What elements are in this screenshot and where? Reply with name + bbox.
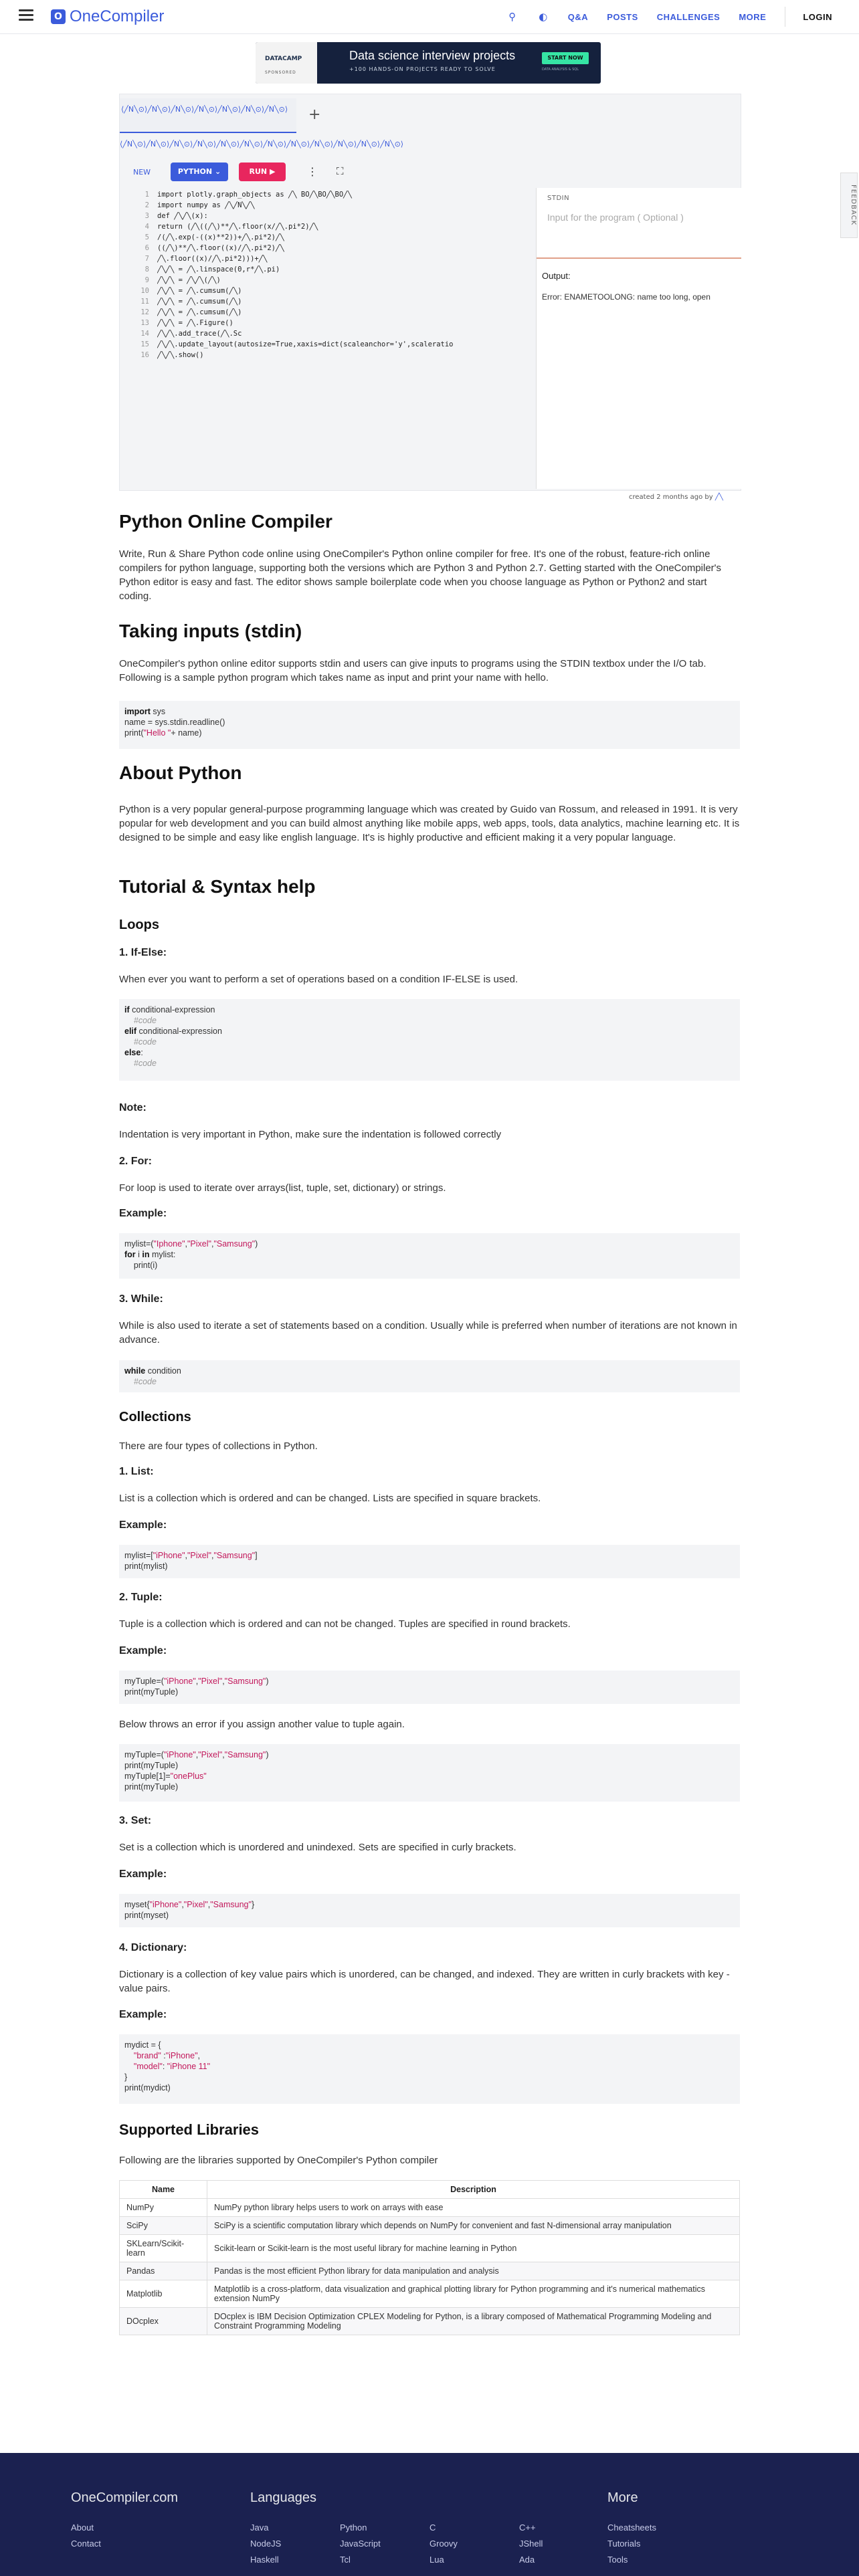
more-options-icon[interactable]: ⋮ (307, 165, 318, 178)
code-area[interactable] (120, 188, 535, 488)
ad-title: Data science interview projects (349, 49, 516, 62)
code-title[interactable]: ⟨╱N╲⊙⟩╱N╲⊙⟩╱N╲⊙⟩╱N╲⊙⟩╱N╲⊙⟩╱N╲⊙⟩╱N╲⊙⟩╱N╲⊙⟩╱N╲⊙⟩╱N╲⊙⟩╱N╲⊙⟩╱N╲⊙⟩ (120, 140, 404, 148)
code-sample-set: myset{"iPhone","Pixel","Samsung"} print(myset) (119, 1894, 740, 1927)
footer-lang-link[interactable]: Groovy (430, 2539, 458, 2549)
add-tab-icon[interactable]: + (308, 106, 321, 123)
code-line[interactable]: return (╱╲((╱╲)**╱╲.floor(x/╱╲.pi*2)╱╲ (157, 223, 318, 231)
code-line[interactable]: import numpy as ╱╲╱N╲╱╲ (157, 201, 255, 209)
logo[interactable] (51, 7, 164, 27)
table-row (120, 2217, 740, 2235)
library-name: NumPy (120, 2199, 207, 2217)
line-number: 5 (145, 233, 149, 241)
heading-example-dict: Example: (119, 2009, 167, 2020)
library-name: SKLearn/Scikit-learn (120, 2235, 207, 2262)
footer-more-link[interactable]: Tools (607, 2555, 628, 2565)
ifelse-text: When ever you want to perform a set of operations based on a condition IF-ELSE is used. (119, 974, 518, 985)
code-sample-dict: mydict = { "brand" :"iPhone", "model": "iPhone 11" } print(mydict) (119, 2034, 740, 2104)
sponsored-ad[interactable] (256, 42, 601, 84)
footer-more-link[interactable]: Tutorials (607, 2539, 641, 2549)
nav-challenges[interactable]: CHALLENGES (656, 11, 721, 22)
fullscreen-icon[interactable]: ⛶ (337, 165, 344, 177)
code-line[interactable]: ╱╲╱╲ = ╱╲.Figure() (157, 319, 233, 327)
footer-languages-title: Languages (250, 2490, 316, 2505)
play-icon: ▶ (269, 167, 276, 176)
code-line[interactable]: ╱╲╱╲ = ╱╲╱╲(╱╲) (157, 276, 221, 284)
footer-lang-link[interactable]: C++ (519, 2523, 536, 2533)
heading-note: Note: (119, 1102, 147, 1113)
footer-lang-link[interactable]: Ada (519, 2555, 535, 2565)
library-description: Scikit-learn or Scikit-learn is the most useful library for machine learning in Python (207, 2235, 740, 2262)
code-sample-list: mylist=["iPhone","Pixel","Samsung"] print(mylist) (119, 1545, 740, 1578)
code-sample-tuple: myTuple=("iPhone","Pixel","Samsung") print(myTuple) (119, 1671, 740, 1704)
heading-while: 3. While: (119, 1293, 163, 1305)
line-number: 14 (140, 330, 149, 338)
footer-lang-link[interactable]: Python (340, 2523, 367, 2533)
code-line[interactable]: ╱╲╱╲ = ╱╲.linspace(0,r*╱╲.pi) (157, 265, 280, 274)
run-label: RUN (249, 167, 268, 176)
footer-more-title: More (607, 2490, 638, 2505)
heading-for: 2. For: (119, 1156, 152, 1167)
code-sample-stdin: import sys name = sys.stdin.readline() print("Hello "+ name) (119, 701, 740, 749)
library-name: Pandas (120, 2262, 207, 2280)
footer-lang-link[interactable]: JShell (519, 2539, 543, 2549)
table-row (120, 2308, 740, 2335)
heading-ifelse: 1. If-Else: (119, 947, 167, 958)
footer-contact-link[interactable]: Contact (71, 2539, 101, 2549)
ad-brand-box (256, 42, 317, 84)
library-description: Pandas is the most efficient Python library for data manipulation and analysis (207, 2262, 740, 2280)
line-number: 13 (140, 319, 149, 327)
footer-lang-link[interactable]: C (430, 2523, 436, 2533)
ad-tiny-text: DATA ANALYSIS & SQL (542, 68, 579, 72)
heading-example-tuple: Example: (119, 1645, 167, 1656)
line-number: 1 (145, 191, 149, 199)
new-button[interactable]: NEW (133, 168, 151, 177)
set-text: Set is a collection which is unordered and unindexed. Sets are specified in curly brackets. (119, 1842, 516, 1853)
output-label: Output: (542, 271, 571, 281)
libs-text: Following are the libraries supported by OneCompiler's Python compiler (119, 2155, 438, 2166)
collections-text: There are four types of collections in Python. (119, 1440, 318, 1452)
line-number: 7 (145, 255, 149, 263)
code-line[interactable]: def ╱╲╱╲(x): (157, 212, 208, 220)
ad-subtitle: +100 HANDS-ON PROJECTS READY TO SOLVE (349, 66, 496, 72)
code-line[interactable]: ╱╲╱╲.show() (157, 351, 204, 359)
footer-lang-link[interactable]: Java (250, 2523, 269, 2533)
line-number: 8 (145, 265, 149, 274)
io-divider[interactable] (537, 257, 741, 259)
menu-icon[interactable] (19, 9, 33, 21)
created-prefix: created 2 months ago by (629, 494, 713, 501)
ad-brand: DATACAMP (265, 56, 302, 62)
footer-lang-link[interactable]: Haskell (250, 2555, 279, 2565)
editor-toolbar (120, 161, 535, 185)
heading-example-list: Example: (119, 1519, 167, 1531)
code-line[interactable]: ((╱╲)**╱╲.floor((x)/╱╲.pi*2)╱╲ (157, 244, 284, 252)
line-number: 10 (140, 287, 149, 295)
table-row (120, 2235, 740, 2262)
chevron-down-icon: ⌄ (214, 167, 221, 176)
inputs-text: OneCompiler's python online editor supports stdin and users can give inputs to programs using the STDIN textbox under the I/O tab. Following is a sample python program which takes name as input and print your name with hello. (119, 658, 706, 683)
table-row (120, 2262, 740, 2280)
code-line[interactable]: ╱╲╱╲.add_trace(╱╲.Sc (157, 330, 242, 338)
heading-tutorial: Tutorial & Syntax help (119, 876, 316, 897)
intro-text: Write, Run & Share Python code online using OneCompiler's Python online compiler for free. It's one of the robust, feature-rich online compilers for python language, supporting both the versions which are Python 3 and Python 2.7. Getting started with the OneCompiler's Python editor is easy and fast. The editor shows sample boilerplate code when you choose language as Python or Python2 and start coding. (119, 548, 722, 602)
heading-collections: Collections (119, 1410, 191, 1424)
line-number: 4 (145, 223, 149, 231)
heading-example-for: Example: (119, 1208, 167, 1219)
dict-text: Dictionary is a collection of key value pairs which is unordered, can be changed, and indexed. They are written in curly brackets with key - value pairs. (119, 1969, 730, 1994)
footer-brand: OneCompiler.com (71, 2490, 179, 2505)
heading-tuple: 2. Tuple: (119, 1592, 163, 1603)
library-name: Matplotlib (120, 2280, 207, 2308)
tuple-error-text: Below throws an error if you assign another value to tuple again. (119, 1719, 405, 1730)
code-line[interactable]: ╱╲.floor((x)/╱╲.pi*2)))+╱╲ (157, 255, 268, 263)
col-name: Name (120, 2181, 207, 2199)
for-text: For loop is used to iterate over arrays(list, tuple, set, dictionary) or strings. (119, 1182, 446, 1194)
footer-lang-link[interactable]: NodeJS (250, 2539, 282, 2549)
footer-lang-link[interactable]: Lua (430, 2555, 444, 2565)
table-row (120, 2199, 740, 2217)
run-button[interactable] (239, 163, 286, 181)
created-user[interactable]: ╱╲ (714, 494, 723, 501)
code-line[interactable]: import plotly.graph_objects as ╱╲ ВО╱╲ВО╱╲ВО╱╲ (157, 191, 352, 199)
while-text: While is also used to iterate a set of statements based on a condition. Usually while is preferred when number of iterations are not known in advance. (119, 1320, 737, 1346)
feedback-tab[interactable]: FEEDBACK (840, 173, 858, 238)
io-panel (536, 188, 741, 489)
list-text: List is a collection which is ordered and can be changed. Lists are specified in square brackets. (119, 1493, 541, 1504)
code-line[interactable]: /(╱╲.exp(-((x)**2))+╱╲.pi*2)╱╲ (157, 233, 284, 241)
heading-loops: Loops (119, 918, 159, 932)
heading-example-set: Example: (119, 1868, 167, 1880)
code-line[interactable]: ╱╲╱╲ = ╱╲.cumsum(╱╲) (157, 298, 242, 306)
library-description: DOcplex is IBM Decision Optimization CPLEX Modeling for Python, is a library composed of Mathematical Programming Modeling and Constraint Programming Modeling (207, 2308, 740, 2335)
note-text: Indentation is very important in Python, make sure the indentation is followed correctly (119, 1129, 502, 1140)
code-sample-tuple-error: myTuple=("iPhone","Pixel","Samsung") print(myTuple) myTuple[1]="onePlus" print(myTuple) (119, 1744, 740, 1802)
ad-start-button[interactable]: START NOW (542, 52, 589, 64)
language-select[interactable] (171, 163, 228, 181)
library-description: NumPy python library helps users to work on arrays with ease (207, 2199, 740, 2217)
heading-inputs: Taking inputs (stdin) (119, 621, 302, 641)
search-icon[interactable]: ⚲ (508, 11, 516, 23)
page-title: Python Online Compiler (119, 511, 332, 532)
code-line[interactable]: ╱╲╱╲ = ╱╲.cumsum(╱╲) (157, 308, 242, 316)
ad-sponsored-label: SPONSORED (265, 70, 296, 75)
heading-libs: Supported Libraries (119, 2121, 260, 2138)
line-number: 11 (140, 298, 149, 306)
nav-more[interactable]: MORE (739, 11, 767, 22)
line-number: 9 (145, 276, 149, 284)
library-name: SciPy (120, 2217, 207, 2235)
heading-dict: 4. Dictionary: (119, 1942, 187, 1953)
heading-about: About Python (119, 762, 242, 783)
logo-icon: O (51, 9, 66, 24)
line-number: 16 (140, 351, 149, 359)
code-line[interactable]: ╱╲╱╲.update_layout(autosize=True,xaxis=dict(scaleanchor='y',scaleratio (157, 340, 454, 348)
footer-lang-link[interactable]: Tcl (340, 2555, 351, 2565)
code-line[interactable]: ╱╲╱╲ = ╱╲.cumsum(╱╲) (157, 287, 242, 295)
language-label: PYTHON (177, 167, 213, 176)
libraries-table (119, 2180, 740, 2335)
code-sample-while: while condition #code (119, 1360, 740, 1392)
editor-tabbar (120, 94, 741, 133)
code-editor (119, 94, 741, 491)
nav-qa[interactable]: Q&A (567, 11, 589, 22)
created-info (629, 494, 723, 501)
nav-posts[interactable]: POSTS (607, 11, 638, 22)
footer-more-link[interactable]: Cheatsheets (607, 2523, 656, 2533)
line-number: 12 (140, 308, 149, 316)
output-text: Error: ENAMETOOLONG: name too long, open (542, 292, 710, 302)
tuple-text: Tuple is a collection which is ordered and can not be changed. Tuples are specified in round brackets. (119, 1618, 571, 1630)
theme-toggle-icon[interactable]: ◐ (539, 11, 548, 23)
code-sample-ifelse: if conditional-expression #code elif conditional-expression #code else: #code (119, 999, 740, 1081)
top-navbar (0, 0, 859, 34)
footer (0, 2453, 859, 2576)
heading-list: 1. List: (119, 1466, 154, 1477)
stdin-input[interactable]: Input for the program ( Optional ) (547, 212, 684, 223)
table-header-row (120, 2181, 740, 2199)
footer-about-link[interactable]: About (71, 2523, 94, 2533)
code-sample-for: mylist=("Iphone","Pixel","Samsung") for i in mylist: print(i) (119, 1233, 740, 1279)
stdin-label: STDIN (547, 195, 570, 202)
file-tab-name: ⟨╱N╲⊙⟩╱N╲⊙⟩╱N╲⊙⟩╱N╲⊙⟩╱N╲⊙⟩╱N╲⊙⟩╱N╲⊙⟩ (121, 105, 288, 114)
line-number: 6 (145, 244, 149, 252)
file-tab[interactable] (120, 98, 296, 133)
line-number: 15 (140, 340, 149, 348)
line-number: 2 (145, 201, 149, 209)
footer-lang-link[interactable]: JavaScript (340, 2539, 381, 2549)
line-number: 3 (145, 212, 149, 220)
library-description: Matplotlib is a cross-platform, data visualization and graphical plotting library for Python programming and it's numerical mathematics extension NumPy (207, 2280, 740, 2308)
col-description: Description (207, 2181, 740, 2199)
library-description: SciPy is a scientific computation library which depends on NumPy for convenient and fast N-dimensional array manipulation (207, 2217, 740, 2235)
login-button[interactable]: LOGIN (803, 11, 832, 22)
library-name: DOcplex (120, 2308, 207, 2335)
table-row (120, 2280, 740, 2308)
heading-set: 3. Set: (119, 1815, 152, 1826)
about-text: Python is a very popular general-purpose programming language which was created by Guido van Rossum, and released in 1991. It is very popular for web development and you can build almost anything like mobile apps, web apps, tools, data analytics, machine learning etc. It is designed to be simple and easy like english language. It's is highly productive and efficient making it a very popular language. (119, 804, 740, 843)
nav-links (506, 0, 832, 33)
logo-text: OneCompiler (70, 7, 165, 25)
